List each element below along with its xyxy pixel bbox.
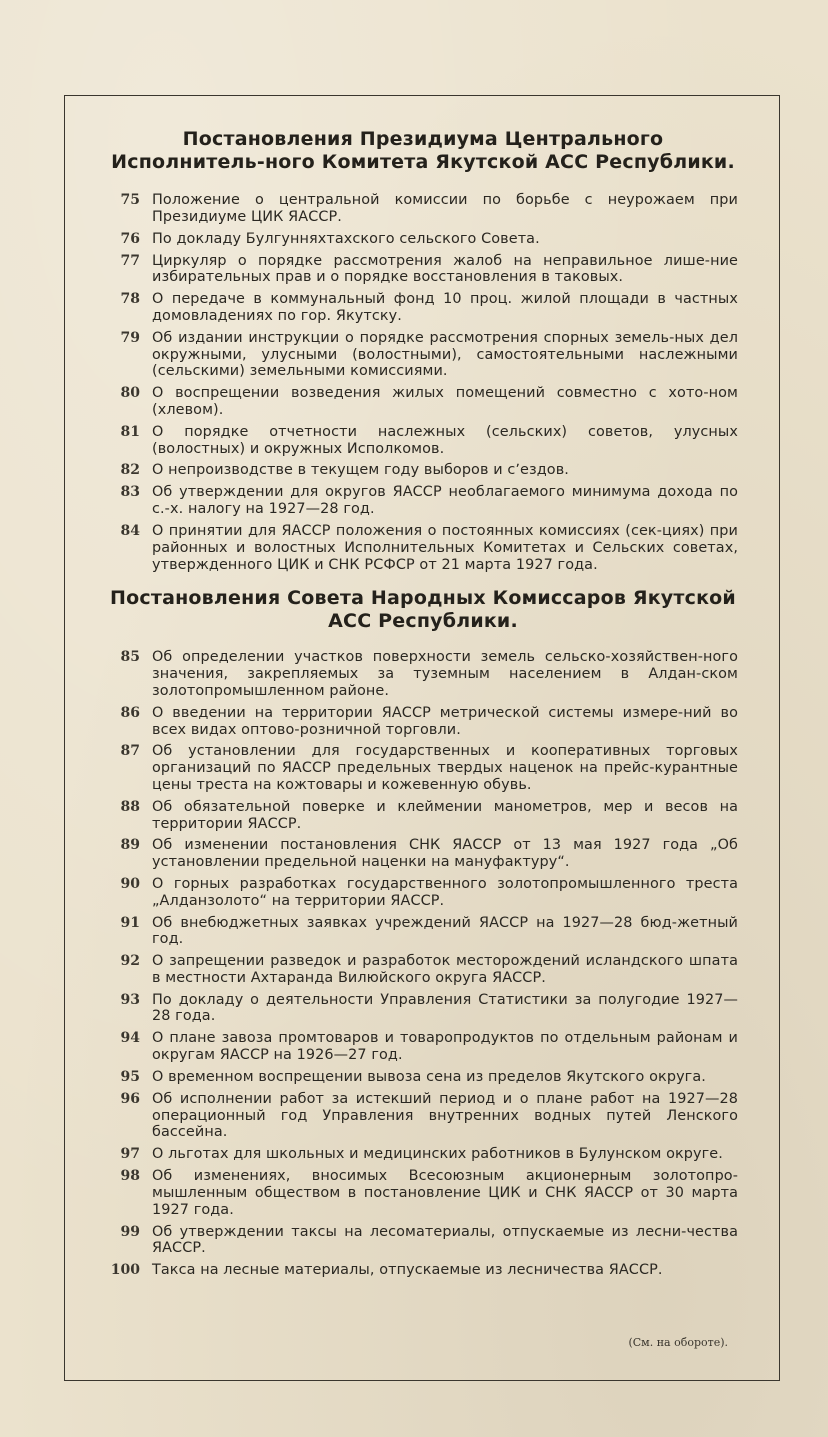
list-item bbox=[108, 799, 738, 833]
entry-number: 98 bbox=[120, 1168, 140, 1185]
entry-number: 95 bbox=[120, 1068, 140, 1085]
entry-title: Об установлении для государственных и кооперативных торговых организаций по ЯАССР предельных твердых наценок на прейс-курантные цены треста на кожтовары и кожевенную обувь. bbox=[152, 743, 738, 793]
entry-title: О временном воспрещении вывоза сена из пределов Якутского округа. bbox=[152, 1068, 706, 1085]
list-item bbox=[108, 291, 738, 325]
entry-title: О плане завоза промтоваров и товаропродуктов по отдельным районам и округам ЯАССР на 1926—27 год. bbox=[152, 1030, 738, 1064]
entry-number: 87 bbox=[120, 743, 140, 760]
entry-number: 92 bbox=[120, 953, 140, 970]
list-item bbox=[108, 523, 738, 573]
list-item bbox=[108, 953, 738, 987]
section-heading-presidium: Постановления Президиума Центрального Исполнитель-ного Комитета Якутской АСС Республики. bbox=[111, 128, 735, 173]
entry-title: О запрещении разведок и разработок месторождений исландского шпата в местности Ахтаранда Вилюйского округа ЯАССР. bbox=[152, 953, 738, 986]
list-item bbox=[108, 1091, 738, 1141]
entry-title: О воспрещении возведения жилых помещений совместно с хото-ном (хлевом). bbox=[152, 385, 738, 418]
entry-title: О непроизводстве в текущем году выборов и сʼездов. bbox=[152, 462, 569, 479]
entry-number: 100 bbox=[110, 1262, 140, 1279]
entry-title: Циркуляр о порядке рассмотрения жалоб на неправильное лише-ние избирательных прав и о порядке восстановления в таковых. bbox=[152, 252, 738, 286]
entry-number: 86 bbox=[120, 704, 140, 721]
entry-title: Об изменении постановления СНК ЯАССР от 13 мая 1927 года „Об установлении предельной наценки на мануфактуру“. bbox=[152, 837, 738, 871]
footnote-see-reverse: (См. на обороте). bbox=[628, 1336, 728, 1349]
list-item bbox=[108, 1030, 738, 1064]
list-item bbox=[108, 649, 738, 699]
list-item bbox=[108, 1069, 738, 1086]
entry-number: 82 bbox=[120, 462, 140, 479]
entry-number: 76 bbox=[120, 230, 140, 247]
entry-number: 80 bbox=[120, 385, 140, 402]
entry-number: 99 bbox=[120, 1223, 140, 1240]
list-item bbox=[108, 253, 738, 287]
entry-title: О льготах для школьных и медицинских работников в Булунском округе. bbox=[152, 1146, 723, 1163]
entry-number: 97 bbox=[120, 1146, 140, 1163]
list-item bbox=[108, 876, 738, 910]
list-item bbox=[108, 837, 738, 871]
entry-number: 85 bbox=[120, 649, 140, 666]
entry-title: Об исполнении работ за истекший период и о плане работ на 1927—28 операционный год Управления внутренних водных путей Ленского бассейна. bbox=[152, 1090, 738, 1141]
list-item bbox=[108, 385, 738, 419]
entry-number: 77 bbox=[120, 252, 140, 269]
entry-title: О порядке отчетности наслежных (сельских) советов, улусных (волостных) и окружных Исполкомов. bbox=[152, 423, 738, 457]
list-item bbox=[108, 462, 738, 479]
entry-number: 79 bbox=[120, 329, 140, 346]
list-item bbox=[108, 231, 738, 248]
document-body bbox=[108, 128, 738, 1284]
entry-title: Об определении участков поверхности земель сельско-хозяйствен-ного значения, закрепляемых за туземным населением в Алдан-ском золотопромышленном районе. bbox=[152, 649, 738, 699]
entry-number: 96 bbox=[120, 1090, 140, 1107]
entry-number: 75 bbox=[120, 192, 140, 208]
list-item bbox=[108, 705, 738, 739]
entry-title: О передаче в коммунальный фонд 10 проц. жилой площади в частных домовладениях по гор. Якутску. bbox=[152, 291, 738, 324]
list-item bbox=[108, 992, 738, 1026]
list-item bbox=[108, 424, 738, 458]
list-item bbox=[108, 1168, 738, 1218]
entry-number: 94 bbox=[120, 1030, 140, 1047]
entry-title: Об внебюджетных заявках учреждений ЯАССР на 1927—28 бюд-жетный год. bbox=[152, 914, 738, 948]
entry-list-sovnarkom bbox=[108, 649, 738, 1279]
entry-title: По докладу о деятельности Управления Статистики за полугодие 1927—28 года. bbox=[152, 991, 738, 1025]
entry-title: Об утверждении для округов ЯАССР необлагаемого минимума дохода по с.-х. налогу на 1927—28 год. bbox=[152, 484, 738, 518]
list-item bbox=[108, 330, 738, 380]
entry-number: 83 bbox=[120, 484, 140, 501]
entry-title: О горных разработках государственного золотопромышленного треста „Алданзолото“ на территории ЯАССР. bbox=[152, 875, 738, 909]
list-item bbox=[108, 1146, 738, 1163]
entry-title: Об утверждении таксы на лесоматериалы, отпускаемые из лесни-чества ЯАССР. bbox=[152, 1223, 738, 1257]
entry-title: О введении на территории ЯАССР метрической системы измере-ний во всех видах оптово-розничной торговли. bbox=[152, 704, 738, 738]
entry-number: 84 bbox=[120, 522, 140, 539]
entry-title: Такса на лесные материалы, отпускаемые из лесничества ЯАССР. bbox=[152, 1262, 663, 1279]
list-item bbox=[108, 1262, 738, 1279]
entry-number: 88 bbox=[120, 798, 140, 815]
list-item bbox=[108, 192, 738, 226]
section-heading-sovnarkom: Постановления Совета Народных Комиссаров Якутской АСС Республики. bbox=[110, 587, 736, 633]
entry-list-presidium bbox=[108, 192, 738, 573]
entry-title: Об обязательной поверке и клеймении манометров, мер и весов на территории ЯАССР. bbox=[152, 798, 738, 832]
list-item bbox=[108, 1224, 738, 1258]
entry-title: Об издании инструкции о порядке рассмотрения спорных земель-ных дел окружными, улусными (волостными), самостоятельными наслежными (сельскими) земельными комиссиями. bbox=[152, 329, 738, 380]
entry-number: 89 bbox=[120, 837, 140, 854]
entry-number: 81 bbox=[120, 423, 140, 440]
entry-title: По докладу Булгунняхтахского сельского Совета. bbox=[152, 230, 540, 247]
entry-number: 78 bbox=[120, 291, 140, 308]
entry-title: Об изменениях, вносимых Всесоюзным акционерным золотопро-мышленным обществом в постановление ЦИК и СНК ЯАССР от 30 марта 1927 года. bbox=[152, 1168, 738, 1218]
list-item bbox=[108, 915, 738, 949]
entry-number: 91 bbox=[120, 914, 140, 931]
entry-title: О принятии для ЯАССР положения о постоянных комиссиях (сек-циях) при районных и волостных Исполнительных Комитетах и Сельских советах, утвержденного ЦИК и СНК РСФСР от 21 марта 1927 года. bbox=[152, 522, 738, 573]
list-item bbox=[108, 743, 738, 793]
list-item bbox=[108, 484, 738, 518]
entry-number: 90 bbox=[120, 875, 140, 892]
entry-number: 93 bbox=[120, 991, 140, 1008]
entry-title: Положение о центральной комиссии по борьбе с неурожаем при Президиуме ЦИК ЯАССР. bbox=[152, 192, 738, 225]
